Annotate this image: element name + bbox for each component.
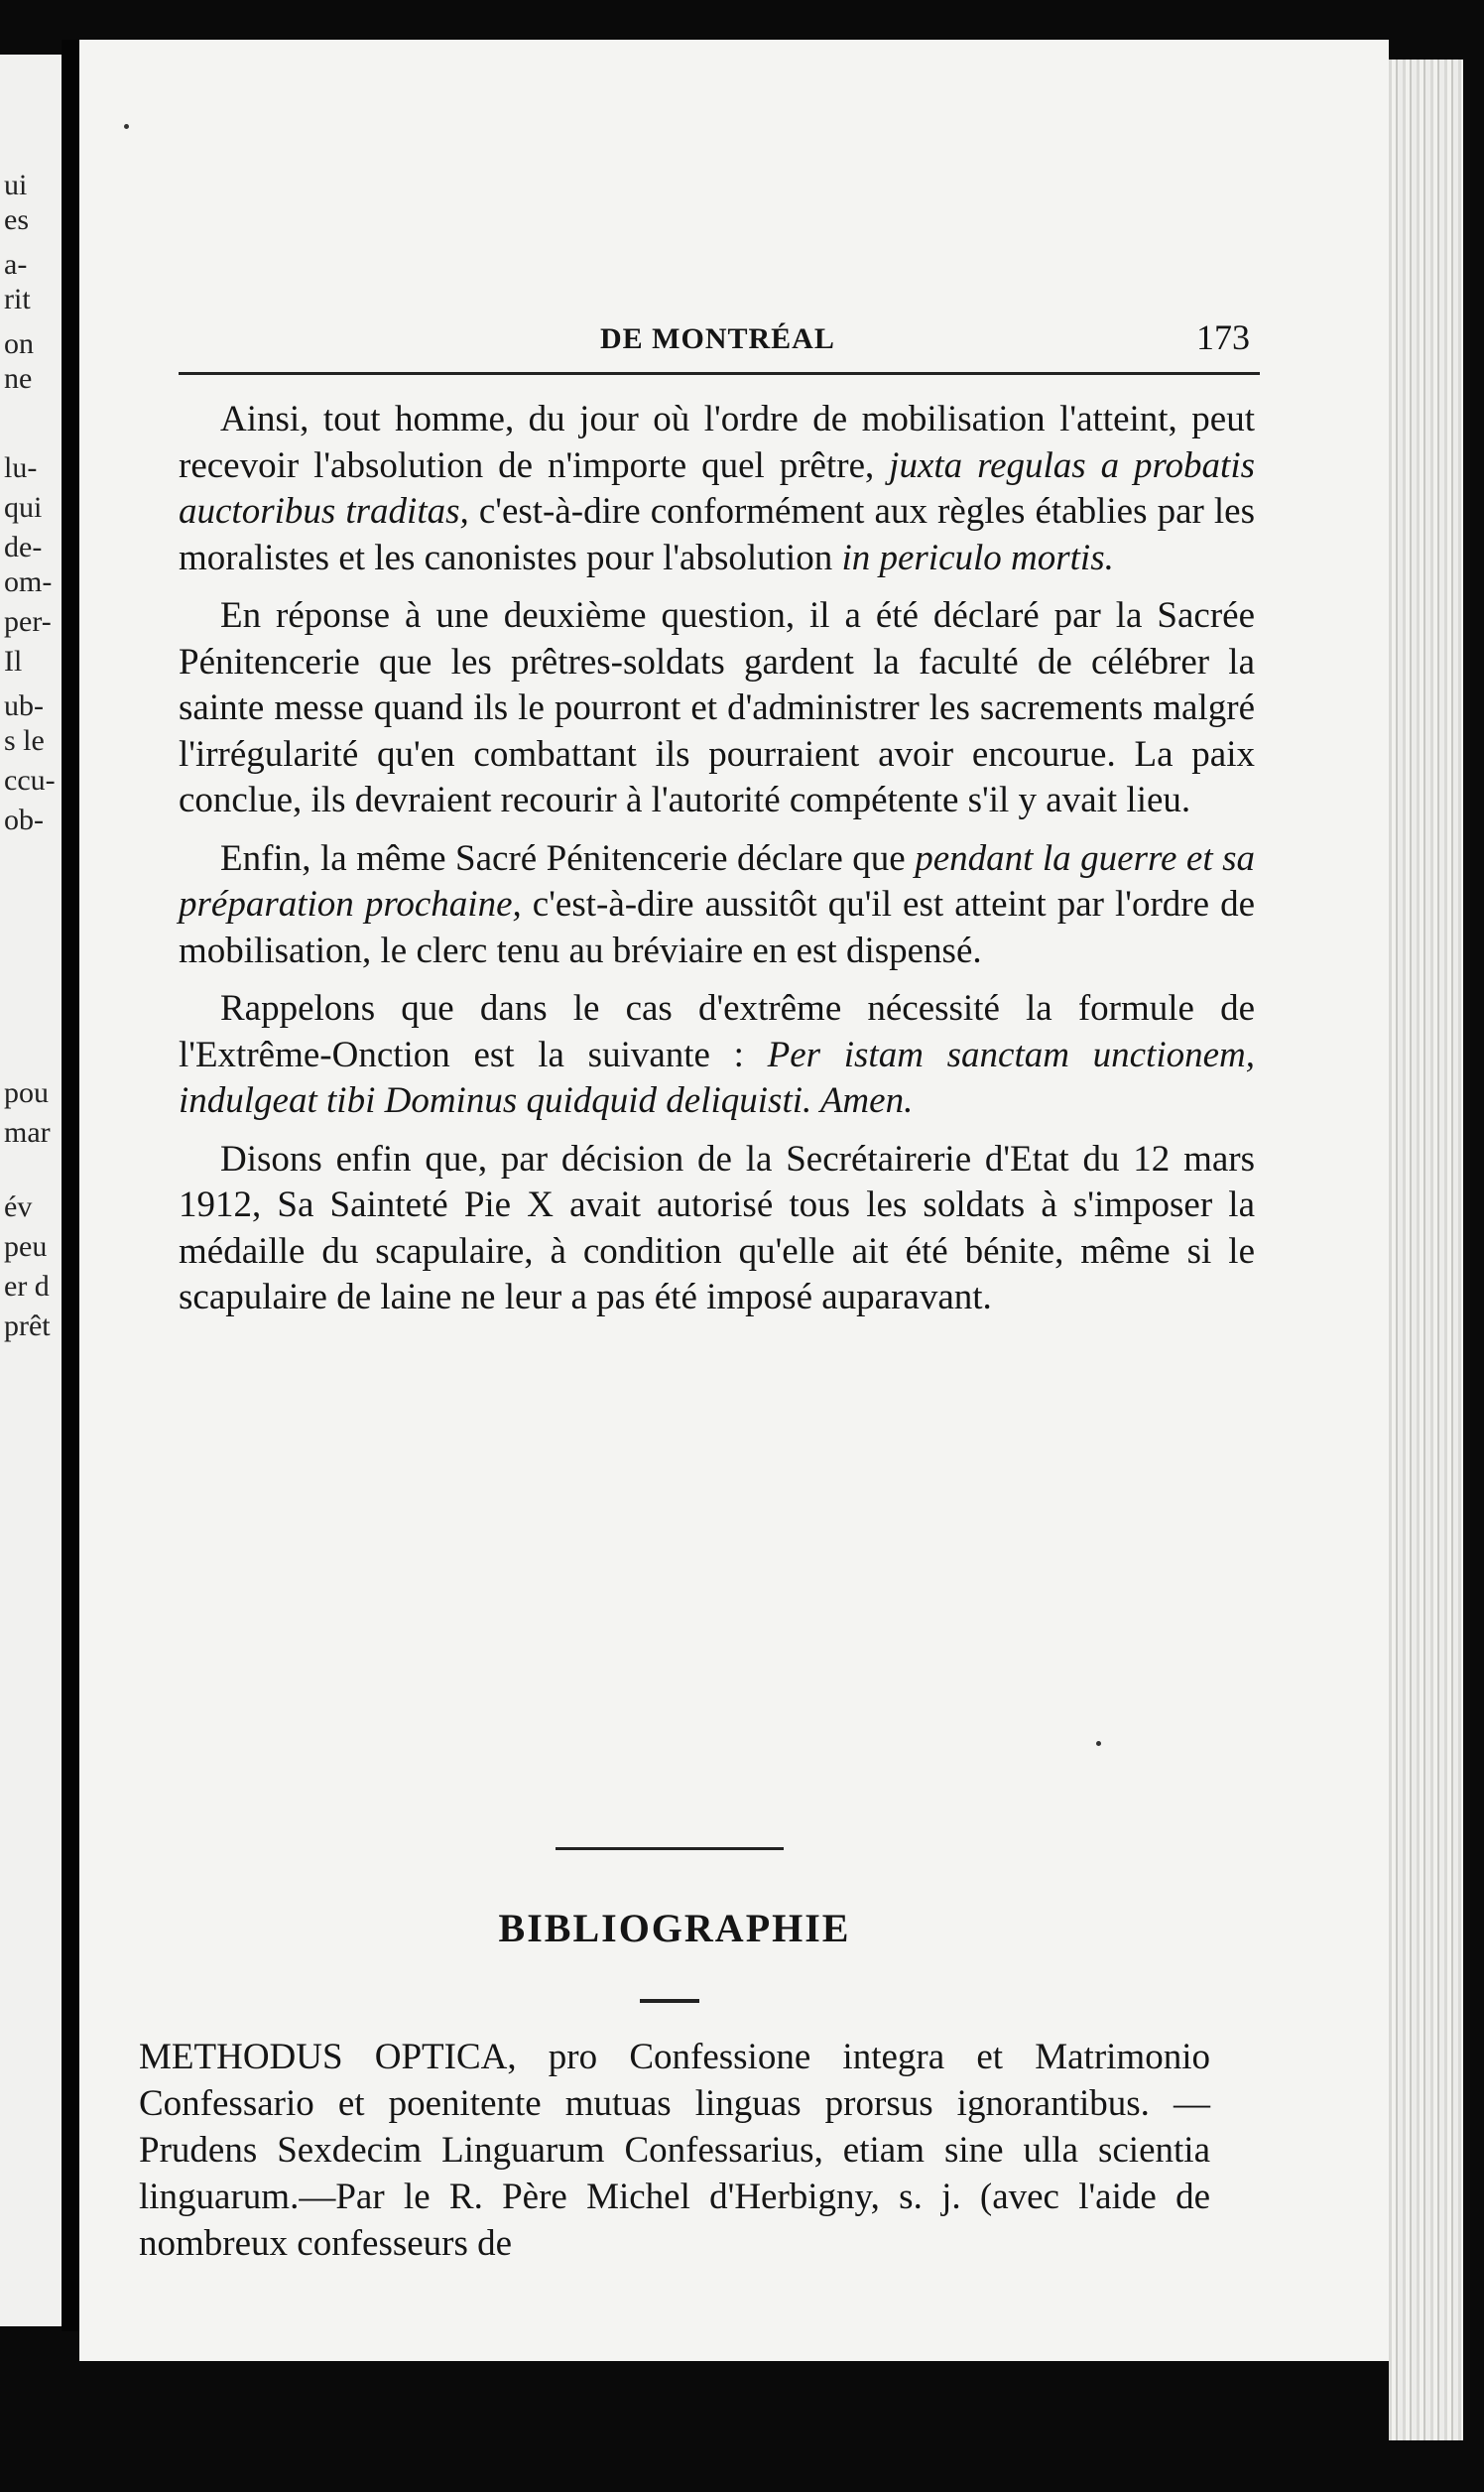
facing-page-fragment: qui [4,491,43,524]
facing-page-fragment: ub- [4,689,44,722]
text-run: Rappelons que dans le cas d'extrême nécessité la formule de l'Extrême-Onction est la suivante : [179,988,1255,1075]
text-run: c'est-à-dire conformément aux règles établies par les moralistes et les canonistes pour l'absolution [179,491,1255,578]
body-text [179,397,1255,1333]
facing-page-fragment: ne [4,362,33,395]
paragraph [179,1137,1255,1321]
page-edges [1389,60,1463,2440]
facing-page-fragment: ccu- [4,764,56,797]
title-underline [640,1999,699,2003]
bibliography-entry [139,2034,1210,2267]
italic-phrase: in periculo mortis. [841,537,1114,578]
paragraph [179,593,1255,824]
facing-page-fragment: rit [4,283,31,315]
facing-page-fragment: om- [4,565,53,598]
text-run: En réponse à une deuxième question, il a été déclaré par la Sacrée Pénitencerie que les prêtres-soldats gardent la faculté de célébrer la sainte messe quand ils le pourront et d'administrer les sacrements malgré l'irrégularité qu'en combattant ils pourraient avoir encourue. La paix conclue, ils devraient recourir à l'autorité compétente s'il y avait lieu. [179,595,1255,820]
page-number: 173 [1196,317,1250,357]
bibliography-text: METHODUS OPTICA, pro Confessione integra et Matrimonio Confessario et poenitente mutuas linguas prorsus ignorantibus. — Prudens Sexdecim Linguarum Confessarius, etiam sine ulla scientia linguarum.—Par le R. Père Michel d'Herbigny, s. j. (avec l'aide de nombreux confesseurs de [139,2037,1210,2264]
print-speck [1096,1741,1101,1746]
facing-page-fragment: per- [4,605,52,638]
facing-page-fragment: de- [4,531,43,563]
italic-phrase: Per istam sanctam unctionem, indulgeat tibi Dominus quidquid deliquisti. Amen. [179,1034,1256,1121]
facing-page-fragment: Il [4,645,23,678]
text-run: Disons enfin que, par décision de la Secrétairerie d'Etat du 12 mars 1912, Sa Sainteté Pie X avait autorisé tous les soldats à s'imposer la médaille du scapulaire, à condition qu'elle ait été bénite, même si le scapulaire de laine ne leur a pas été imposé auparavant. [179,1138,1255,1317]
book-page [79,40,1389,2361]
facing-page-fragment: prêt [4,1309,51,1342]
paragraph [179,397,1255,581]
italic-phrase: pendant la guerre et sa préparation prochaine, [179,837,1255,925]
facing-page-fragment: peu [4,1230,48,1263]
print-speck [124,124,129,129]
section-title: BIBLIOGRAPHIE [498,1906,851,1950]
facing-page-fragment: ob- [4,804,44,836]
text-run: c'est-à-dire aussitôt qu'il est atteint par l'ordre de mobilisation, le clerc tenu au bréviaire en est dispensé. [179,884,1256,971]
text-run: Ainsi, tout homme, du jour où l'ordre de mobilisation l'atteint, peut recevoir l'absolution de n'importe quel prêtre, [179,399,1255,486]
facing-page-fragment: er d [4,1270,50,1303]
facing-page-fragment: év [4,1190,33,1223]
left-facing-page [0,55,62,2326]
paragraph [179,986,1255,1125]
facing-page-fragment: a- [4,248,28,281]
facing-page-fragment: ui [4,169,28,201]
text-run: Enfin, la même Sacré Pénitencerie déclare que [220,837,916,879]
facing-page-fragment: on [4,327,34,360]
book-gutter [62,40,79,2331]
section-separator [556,1847,784,1850]
facing-page-fragment: pou [4,1076,49,1109]
paragraph [179,836,1255,975]
facing-page-fragment: lu- [4,451,38,484]
facing-page-fragment: es [4,203,29,236]
facing-page-fragment: s le [4,724,45,757]
header-rule [179,372,1260,375]
running-head: DE MONTRÉAL [600,322,835,355]
facing-page-fragment: mar [4,1116,51,1149]
italic-phrase: juxta regulas a probatis auctoribus traditas, [179,444,1256,532]
